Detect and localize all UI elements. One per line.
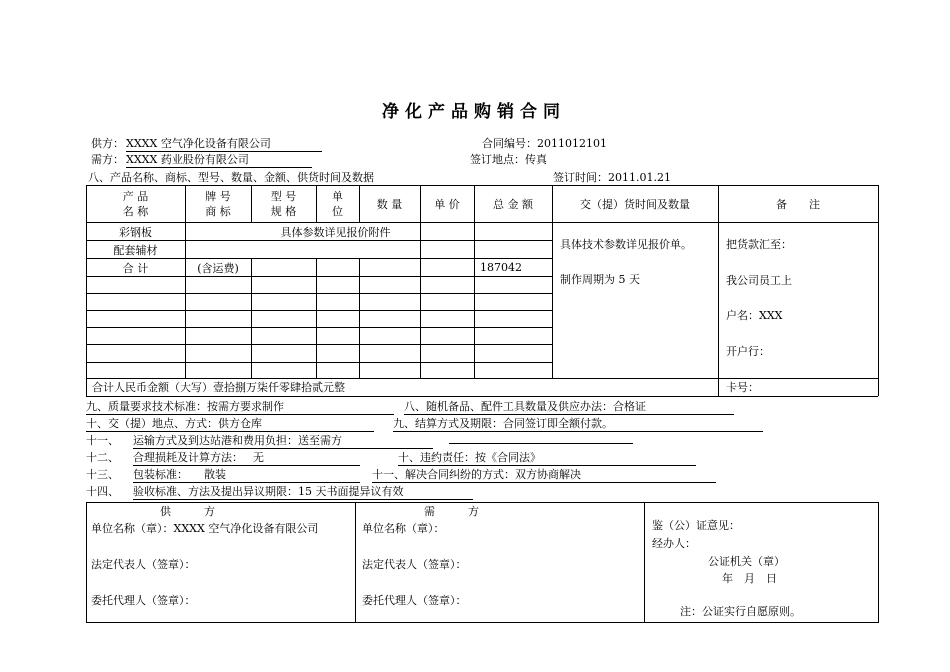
- term-settlement: 九、结算方式及期限：合同签订即全额付款。: [393, 417, 763, 432]
- total-amount: 187042: [480, 261, 522, 274]
- supplier-name: XXXX 空气净化设备有限公司: [126, 137, 322, 152]
- supplier-agent: 委托代理人（签章）：: [91, 594, 196, 607]
- col-header-price: 单 价: [434, 198, 460, 211]
- buyer-label: 需方：: [91, 153, 124, 166]
- total-label: 合 计: [122, 262, 149, 275]
- section-8-heading: 八、产品名称、商标、型号、数量、金额、供货时间及数据: [88, 171, 374, 184]
- total-brand-note: (含运费): [197, 262, 239, 275]
- buyer-unit-name: 单位名称（章）：: [362, 522, 445, 535]
- col-header-qty: 数 量: [376, 198, 403, 211]
- remark-line-1: 把货款汇至：: [726, 238, 792, 251]
- supplier-legal-rep: 法定代表人（签章）：: [91, 558, 196, 571]
- buyer-agent: 委托代理人（签章）：: [362, 594, 467, 607]
- col-header-remark: 备 注: [776, 198, 820, 211]
- term-breach: 十、违约责任：按《合同法》: [398, 451, 696, 466]
- term-quality-standard: 九、质量要求技术标准：按需方要求制作: [86, 400, 394, 415]
- notary-note: 注：公证实行自愿原则。: [680, 605, 801, 618]
- col-header-model: 型 号 规 格: [270, 190, 297, 218]
- col-header-delivery: 交（提）货时间及数量: [580, 198, 690, 211]
- col-header-unit: 单 位: [332, 190, 343, 218]
- notary-date: 年 月 日: [722, 572, 777, 585]
- remark-line-2: 我公司员工上: [726, 274, 792, 287]
- delivery-note-2: 制作周期为 5 天: [560, 273, 640, 286]
- term-transport: 十一、 运输方式及到达站港和费用负担：送至需方: [86, 434, 633, 449]
- remark-line-5: 卡号：: [726, 381, 759, 394]
- row1-product-name: 彩钢板: [119, 226, 152, 239]
- buyer-heading: 需 方: [424, 505, 479, 518]
- term-spare-parts: 八、随机备品、配件工具数量及供应办法：合格证: [404, 400, 734, 415]
- col-header-brand: 牌 号 商 标: [205, 190, 231, 218]
- remark-line-4: 开户行：: [726, 345, 770, 358]
- sign-place: 签订地点：传真: [470, 153, 547, 166]
- row2-product-name: 配套辅材: [113, 244, 158, 257]
- supplier-unit-name: 单位名称（章）：XXXX 空气净化设备有限公司: [91, 522, 319, 535]
- spec-note: 具体参数详见报价附件: [280, 226, 391, 239]
- col-header-amount: 总 金 额: [493, 198, 533, 211]
- term-loss: 十二、 合理损耗及计算方法： 无: [86, 451, 360, 466]
- notary-office: 公证机关（章）: [708, 555, 785, 568]
- sign-date: 签订时间：2011.01.21: [553, 171, 671, 184]
- remark-line-3: 户名：XXX: [726, 309, 783, 322]
- buyer-name: XXXX 药业股份有限公司: [126, 153, 312, 168]
- supplier-label: 供方：: [91, 137, 124, 150]
- amount-in-words: 合计人民币金额（大写）壹拾捌万柒仟零肆拾贰元整: [92, 381, 345, 394]
- page-title: 净化产品购销合同: [382, 102, 566, 122]
- notary-handler: 经办人：: [652, 537, 696, 550]
- buyer-legal-rep: 法定代表人（签章）：: [362, 558, 467, 571]
- contract-no: 合同编号：2011012101: [482, 137, 607, 150]
- term-dispute: 十一、解决合同纠纷的方式：双方协商解决: [372, 468, 716, 483]
- delivery-note-1: 具体技术参数详见报价单。: [560, 238, 692, 251]
- term-delivery-place: 十、交（提）地点、方式：供方仓库: [86, 417, 374, 432]
- term-acceptance: 十四、 验收标准、方法及提出异议期限：15 天书面提异议有效: [86, 485, 473, 500]
- notary-opinion: 鉴（公）证意见：: [652, 519, 740, 532]
- term-packaging: 十三、 包装标准： 散装: [86, 468, 360, 483]
- supplier-heading: 供 方: [160, 505, 215, 518]
- col-header-name: 产 品 名 称: [122, 190, 149, 218]
